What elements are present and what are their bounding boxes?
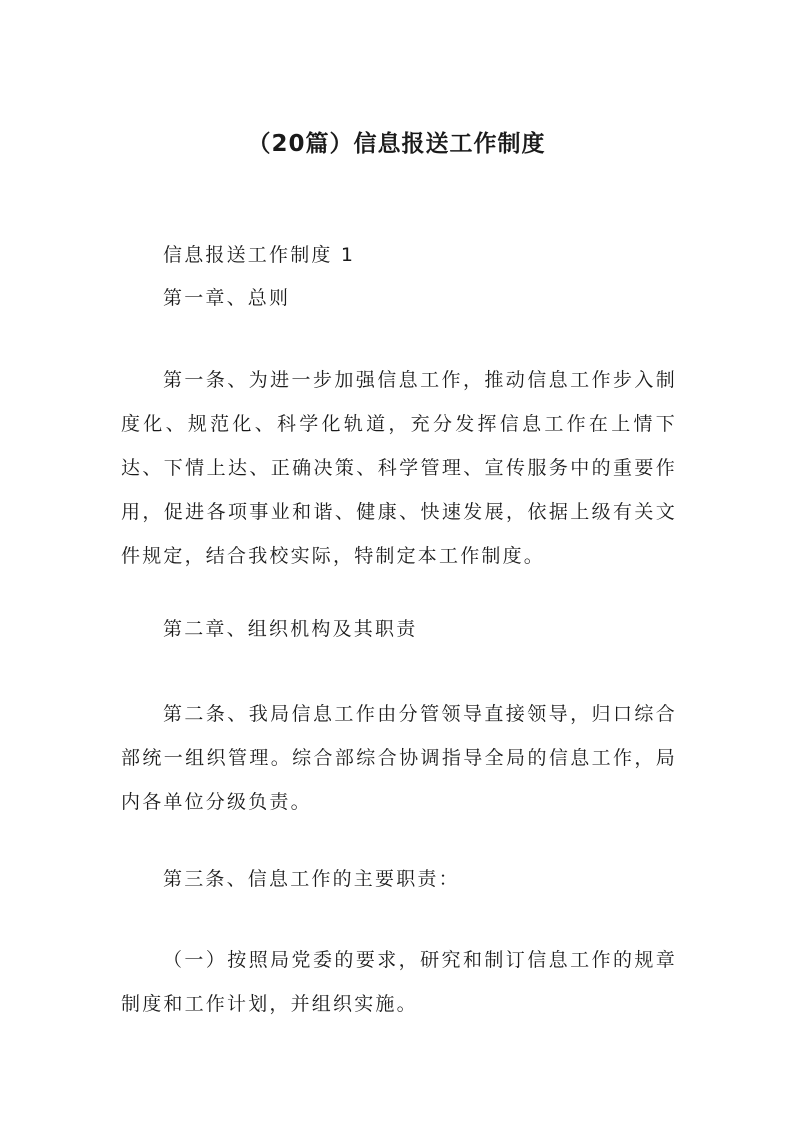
article-1-paragraph: 第一条、为进一步加强信息工作，推动信息工作步入制度化、规范化、科学化轨道，充分发挥信息工作在上情下达、下情上达、正确决策、科学管理、宣传服务中的重要作用，促进各项事业和谐、健康、快速发展，依据上级有关文件规定，结合我校实际，特制定本工作制度。 [121,369,677,567]
article-2-paragraph: 第二条、我局信息工作由分管领导直接领导，归口综合部统一组织管理。综合部综合协调指导全局的信息工作，局内各单位分级负责。 [121,703,677,813]
chapter-heading-general: 第一章、总则 [163,287,291,309]
duty-item-1: （一）按照局党委的要求，研究和制订信息工作的规章制度和工作计划，并组织实施。 [121,949,677,1015]
section-label: 信息报送工作制度 1 [163,244,356,266]
article-3-heading: 第三条、信息工作的主要职责： [163,868,460,890]
chapter-heading-organization: 第二章、组织机构及其职责 [163,618,418,640]
document-title: （20篇）信息报送工作制度 [247,131,546,157]
